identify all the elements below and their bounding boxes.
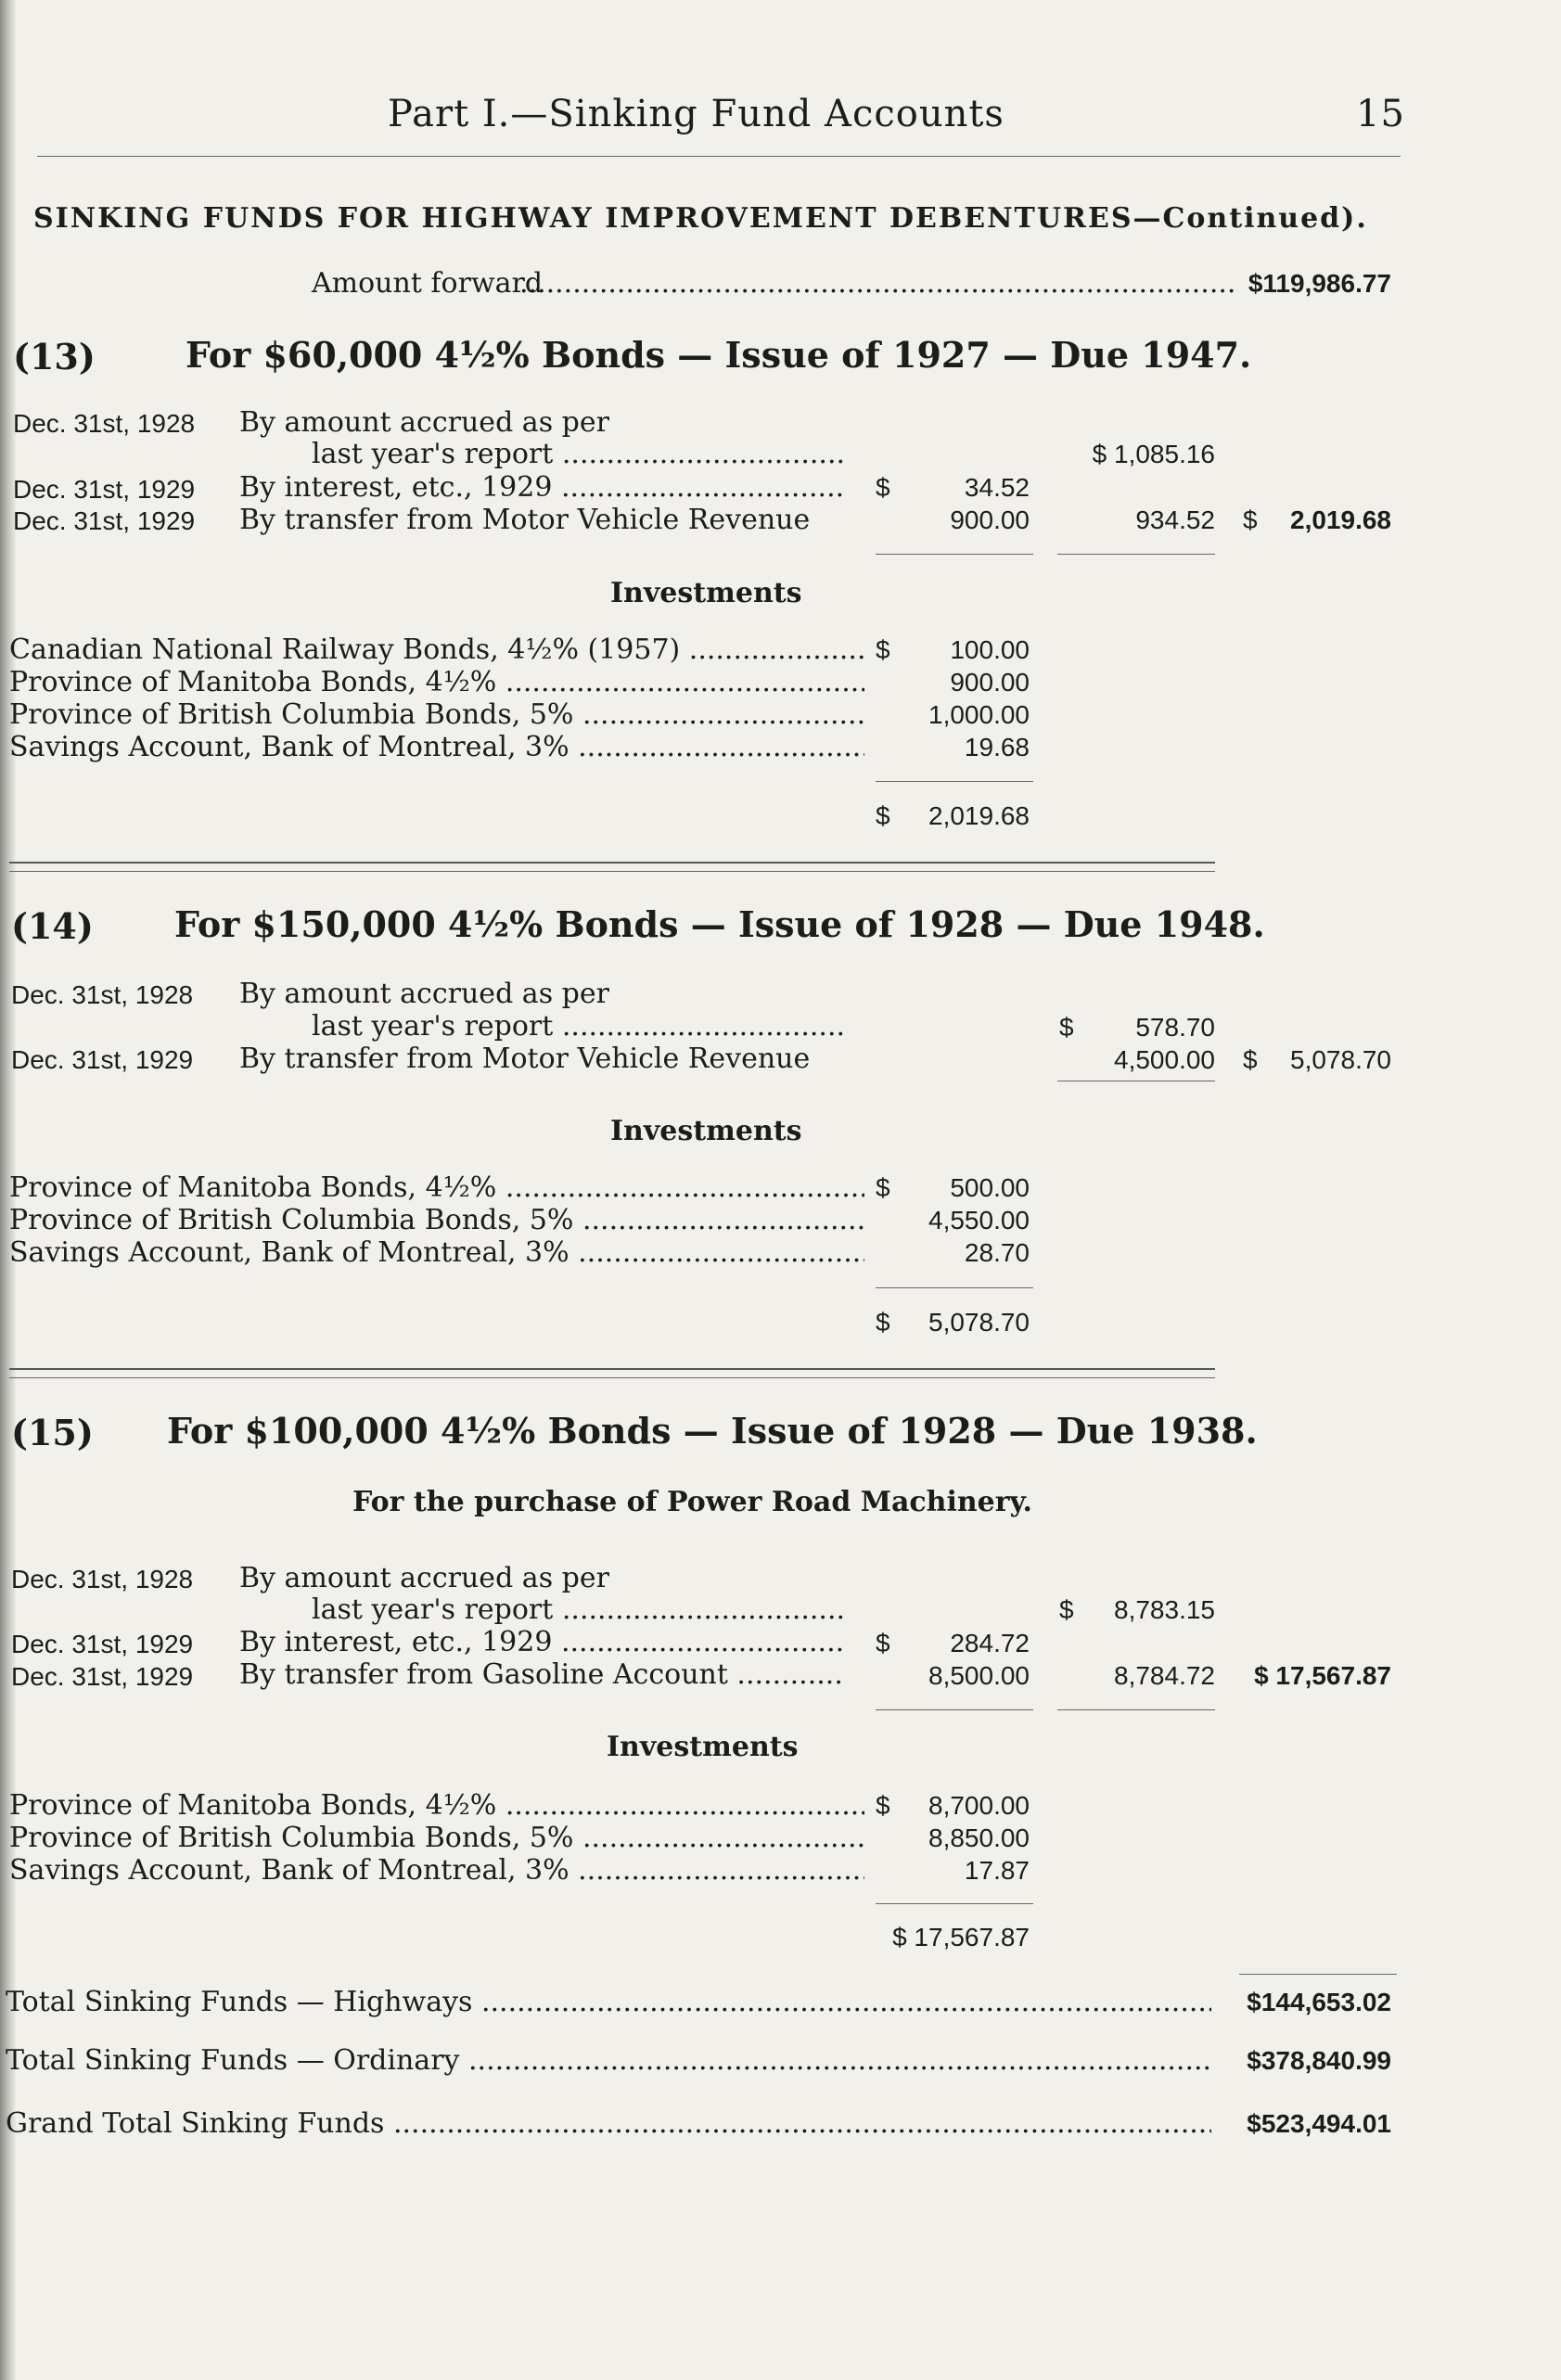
dollar-sign: $: [1059, 1013, 1074, 1042]
total-label: Total Sinking Funds — Highways .....: [6, 1986, 1211, 2018]
investment-name: Savings Account, Bank of Montreal, 3% .....: [9, 731, 864, 763]
leader-dots: [519, 267, 1234, 300]
column-rule: [876, 781, 1033, 782]
section-15-number: (15): [11, 1412, 94, 1453]
investments-caption: Investments: [610, 1115, 802, 1147]
section-15-heading: For $100,000 4½% Bonds — Issue of 1928 — Due 1938.: [167, 1410, 1258, 1452]
section-14-number: (14): [11, 905, 94, 947]
investment-amount: 500.00: [950, 1173, 1030, 1202]
dollar-sign: $: [876, 1308, 890, 1337]
investment-amount: 100.00: [950, 635, 1030, 664]
section-13-heading: For $60,000 4½% Bonds — Issue of 1927 — Due 1947.: [186, 334, 1252, 376]
entry-text: last year's report .....: [312, 1593, 844, 1626]
entry-text: last year's report .....: [312, 1010, 844, 1043]
entry-col2: 34.52: [964, 473, 1030, 502]
section-divider: [9, 871, 1215, 872]
column-rule: [876, 554, 1033, 555]
entry-col4: 5,078.70: [1290, 1045, 1391, 1074]
section-14-heading: For $150,000 4½% Bonds — Issue of 1928 — Due 1948.: [174, 903, 1265, 945]
entry-col4: 2,019.68: [1290, 505, 1391, 534]
dollar-sign: $: [876, 1629, 890, 1657]
amount-forward-value: $119,986.77: [1248, 269, 1391, 298]
running-header: Part I.—Sinking Fund Accounts: [388, 93, 1004, 135]
investments-caption: Investments: [610, 577, 802, 609]
column-rule: [1057, 1709, 1215, 1710]
investment-name: Savings Account, Bank of Montreal, 3% .....: [9, 1854, 864, 1887]
entry-col2: 900.00: [950, 505, 1030, 534]
page-number: 15: [1356, 93, 1405, 135]
total-value: $378,840.99: [1247, 2046, 1391, 2075]
dollar-sign: $: [876, 473, 890, 502]
entry-date: Dec. 31st, 1928: [13, 409, 196, 438]
entry-date: Dec. 31st, 1929: [11, 1045, 194, 1074]
section-divider: [9, 862, 1215, 864]
entry-text: By interest, etc., 1929 .....: [239, 471, 844, 504]
entry-date: Dec. 31st, 1929: [13, 475, 196, 504]
investment-name: Province of British Columbia Bonds, 5% .....: [9, 1822, 864, 1854]
entry-text: By transfer from Motor Vehicle Revenue: [239, 1043, 811, 1075]
total-value: $144,653.02: [1247, 1988, 1391, 2016]
entry-text: By interest, etc., 1929 .....: [239, 1626, 844, 1658]
entry-col2: 284.72: [950, 1629, 1030, 1657]
entry-col4: $ 17,567.87: [1254, 1661, 1391, 1690]
investments-caption: Investments: [607, 1731, 799, 1763]
dollar-sign: $: [1243, 505, 1258, 534]
total-label: Total Sinking Funds — Ordinary .....: [6, 2044, 1211, 2077]
entry-col3: 8,784.72: [1114, 1661, 1215, 1690]
entry-text: By amount accrued as per: [239, 1562, 609, 1594]
investment-amount: 4,550.00: [928, 1206, 1030, 1235]
investment-name: Province of British Columbia Bonds, 5% .....: [9, 698, 864, 731]
investment-amount: 8,850.00: [928, 1823, 1030, 1852]
entry-text: By transfer from Gasoline Account .....: [239, 1658, 844, 1691]
investment-total: 5,078.70: [928, 1308, 1030, 1337]
column-rule: [1057, 554, 1215, 555]
entry-col3: 578.70: [1135, 1013, 1215, 1042]
entry-col3: $ 1,085.16: [1092, 440, 1215, 468]
investment-amount: 8,700.00: [928, 1791, 1030, 1820]
entry-date: Dec. 31st, 1929: [11, 1662, 194, 1691]
column-rule: [876, 1709, 1033, 1710]
column-rule: [1239, 1974, 1397, 1975]
total-label: Grand Total Sinking Funds .....: [6, 2107, 1211, 2140]
total-value: $523,494.01: [1247, 2109, 1391, 2138]
investment-name: Canadian National Railway Bonds, 4½% (1957) .....: [9, 633, 864, 666]
amount-forward-label: Amount forward: [312, 267, 544, 300]
entry-text: By transfer from Motor Vehicle Revenue: [239, 504, 811, 536]
column-rule: [876, 1287, 1033, 1288]
investment-amount: 28.70: [964, 1238, 1030, 1267]
investment-amount: 1,000.00: [928, 700, 1030, 729]
section-13-number: (13): [13, 336, 96, 377]
investment-total: $ 17,567.87: [892, 1923, 1030, 1951]
investment-name: Province of British Columbia Bonds, 5% .....: [9, 1204, 864, 1236]
entry-col3: 8,783.15: [1114, 1595, 1215, 1624]
entry-date: Dec. 31st, 1928: [11, 980, 194, 1009]
entry-date: Dec. 31st, 1929: [13, 506, 196, 535]
section-divider: [9, 1368, 1215, 1370]
column-rule: [876, 1903, 1033, 1904]
entry-date: Dec. 31st, 1928: [11, 1565, 194, 1593]
investment-total: 2,019.68: [928, 801, 1030, 830]
entry-date: Dec. 31st, 1929: [11, 1630, 194, 1658]
main-title: SINKING FUNDS FOR HIGHWAY IMPROVEMENT DEBENTURES—Continued).: [33, 202, 1368, 235]
investment-amount: 900.00: [950, 668, 1030, 697]
investment-name: Province of Manitoba Bonds, 4½% .....: [9, 1789, 864, 1822]
investment-name: Savings Account, Bank of Montreal, 3% .....: [9, 1236, 864, 1269]
header-rule: [37, 156, 1401, 157]
investment-name: Province of Manitoba Bonds, 4½% .....: [9, 1171, 864, 1204]
entry-col3: 4,500.00: [1114, 1045, 1215, 1074]
entry-col3: 934.52: [1135, 505, 1215, 534]
dollar-sign: $: [876, 635, 890, 664]
dollar-sign: $: [1059, 1595, 1074, 1624]
dollar-sign: $: [1243, 1045, 1258, 1074]
investment-name: Province of Manitoba Bonds, 4½% .....: [9, 666, 864, 698]
entry-col2: 8,500.00: [928, 1661, 1030, 1690]
investment-amount: 19.68: [964, 733, 1030, 761]
entry-text: By amount accrued as per: [239, 406, 609, 439]
section-divider: [9, 1377, 1215, 1378]
entry-text: By amount accrued as per: [239, 978, 609, 1010]
dollar-sign: $: [876, 1791, 890, 1820]
section-15-subheading: For the purchase of Power Road Machinery.: [352, 1486, 1032, 1518]
investment-amount: 17.87: [964, 1856, 1030, 1885]
dollar-sign: $: [876, 801, 890, 830]
dollar-sign: $: [876, 1173, 890, 1202]
entry-text: last year's report .....: [312, 438, 844, 470]
